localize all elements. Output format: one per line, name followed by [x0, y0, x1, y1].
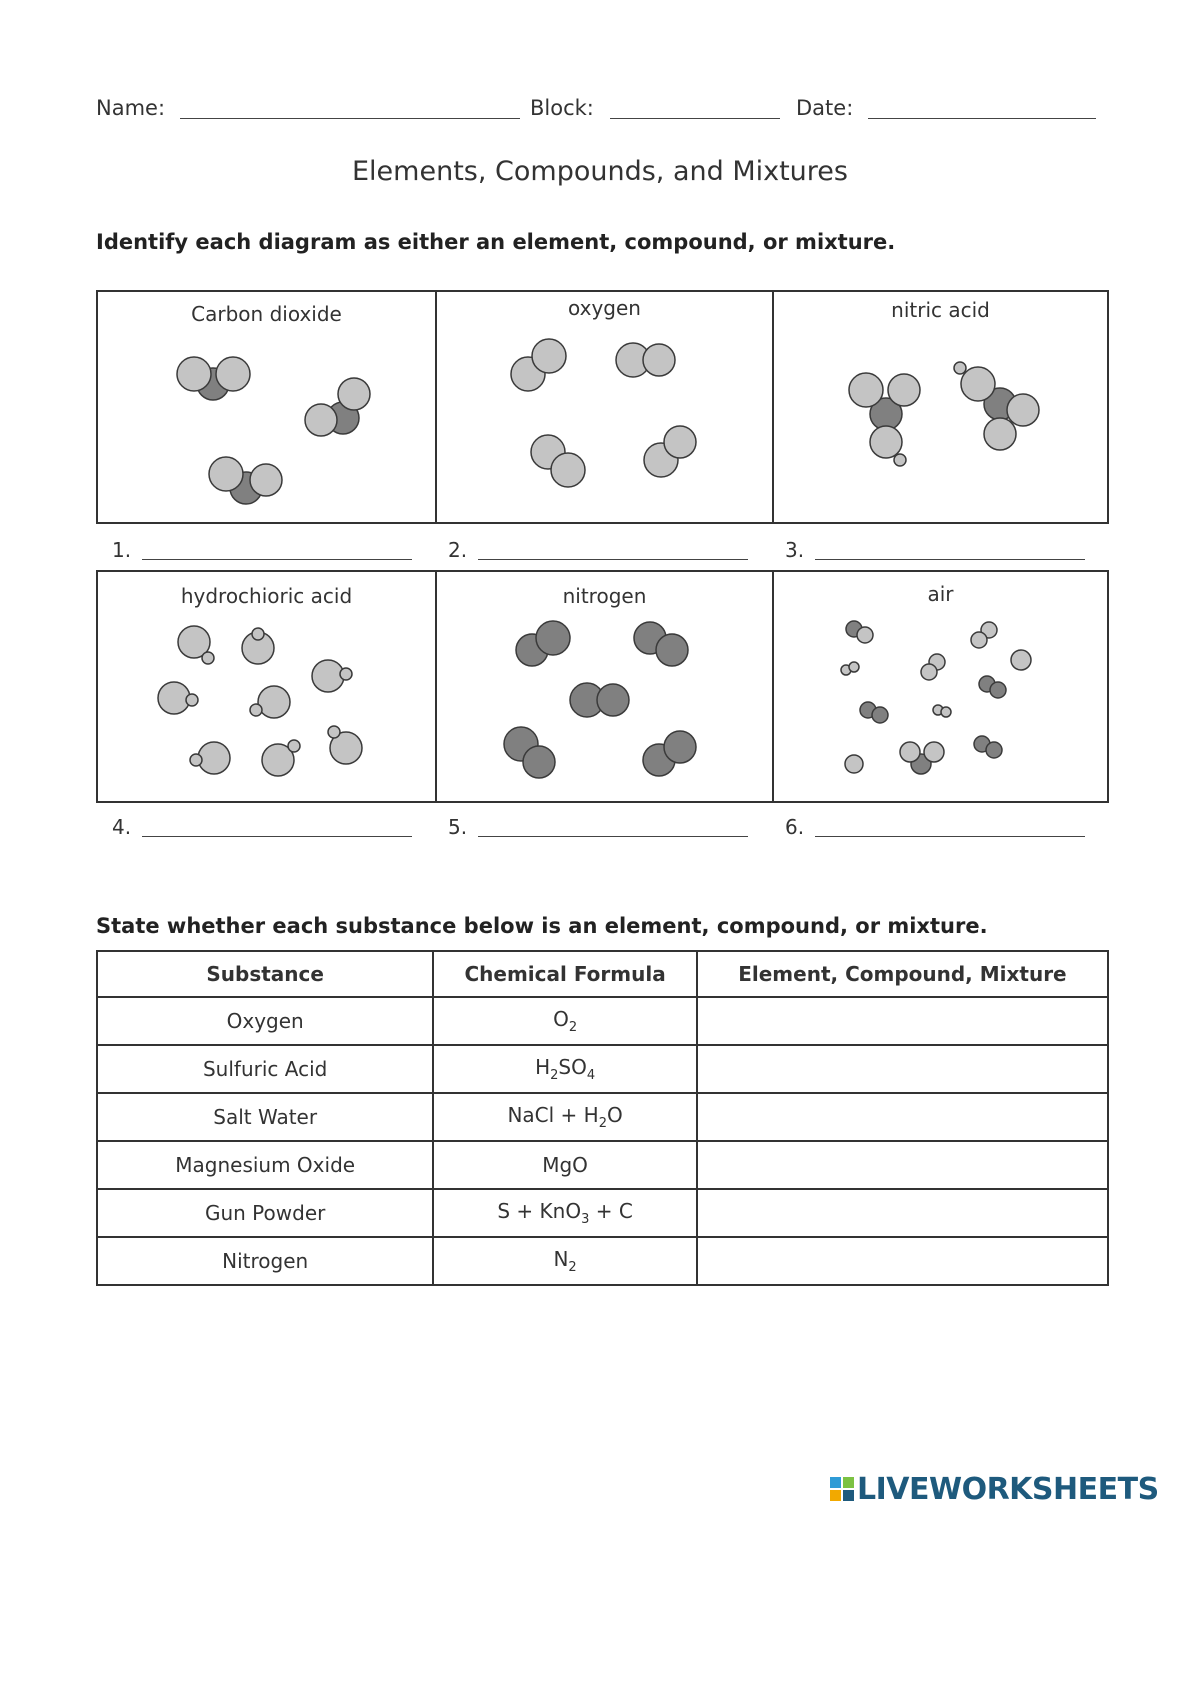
answer-6-blank[interactable] — [815, 836, 1085, 837]
diagram-grid-row-2 — [96, 570, 1109, 803]
column-header-formula: Chemical Formula — [433, 951, 697, 997]
name-label: Name: — [96, 96, 166, 120]
substance-table — [96, 950, 1109, 1286]
table-header-row — [97, 951, 1108, 997]
nitric-acid-diagram — [774, 292, 1109, 522]
substance-cell: Oxygen — [97, 997, 433, 1045]
classification-answer-cell[interactable] — [697, 1237, 1108, 1285]
liveworksheets-logo-icon — [830, 1477, 854, 1501]
answer-2: 2. — [448, 538, 748, 562]
classification-answer-cell[interactable] — [697, 1189, 1108, 1237]
diagram-label: nitrogen — [562, 584, 647, 608]
diagram-cell-2 — [435, 292, 772, 522]
diagram-cell-4 — [98, 572, 435, 801]
logo-text: LIVEWORKSHEETS — [857, 1472, 1159, 1507]
classification-answer-cell[interactable] — [697, 997, 1108, 1045]
worksheet-title: Elements, Compounds, and Mixtures — [352, 156, 848, 187]
diagram-cell-1 — [98, 292, 435, 522]
classification-answer-cell[interactable] — [697, 1141, 1108, 1189]
substance-cell: Magnesium Oxide — [97, 1141, 433, 1189]
answer-1: 1. — [112, 538, 412, 562]
answer-3: 3. — [785, 538, 1085, 562]
column-header-classification: Element, Compound, Mixture — [697, 951, 1108, 997]
diagram-cell-3 — [772, 292, 1107, 522]
block-field[interactable] — [610, 118, 780, 119]
name-field[interactable] — [180, 118, 520, 119]
classification-answer-cell[interactable] — [697, 1045, 1108, 1093]
diagram-label: nitric acid — [891, 298, 990, 322]
table-row — [97, 1141, 1108, 1189]
formula-cell: MgO — [433, 1141, 697, 1189]
carbon-dioxide-diagram — [98, 292, 435, 522]
table-row — [97, 1093, 1108, 1141]
substance-cell: Gun Powder — [97, 1189, 433, 1237]
section2-instruction: State whether each substance below is an element, compound, or mixture. — [96, 914, 988, 938]
diagram-grid-row-1 — [96, 290, 1109, 524]
section1-instruction: Identify each diagram as either an element, compound, or mixture. — [96, 230, 896, 254]
table-row — [97, 1045, 1108, 1093]
formula-cell: $N_2$ — [433, 1237, 697, 1285]
diagram-cell-5 — [435, 572, 772, 801]
date-label: Date: — [796, 96, 854, 120]
block-label: Block: — [530, 96, 594, 120]
diagram-cell-6 — [772, 572, 1107, 801]
table-row — [97, 1189, 1108, 1237]
formula-cell: $H_2SO_4$ — [433, 1045, 697, 1093]
classification-answer-cell[interactable] — [697, 1093, 1108, 1141]
air-diagram — [774, 572, 1109, 802]
table-row — [97, 997, 1108, 1045]
answer-1-blank[interactable] — [142, 559, 412, 560]
diagram-label: hydrochioric acid — [180, 584, 353, 608]
formula-cell: S + KnO$_3$ + C — [433, 1189, 697, 1237]
answer-5: 5. — [448, 815, 748, 839]
hydrochloric-acid-diagram — [98, 572, 435, 802]
formula-cell: $O_2$ — [433, 997, 697, 1045]
table-row — [97, 1237, 1108, 1285]
substance-cell: Nitrogen — [97, 1237, 433, 1285]
substance-cell: Salt Water — [97, 1093, 433, 1141]
answer-4: 4. — [112, 815, 412, 839]
answer-5-blank[interactable] — [478, 836, 748, 837]
answer-4-blank[interactable] — [142, 836, 412, 837]
answer-2-blank[interactable] — [478, 559, 748, 560]
liveworksheets-logo — [830, 1472, 1159, 1507]
column-header-substance: Substance — [97, 951, 433, 997]
oxygen-diagram — [437, 292, 772, 522]
diagram-label: air — [927, 582, 954, 606]
answer-6: 6. — [785, 815, 1085, 839]
diagram-label: oxygen — [568, 296, 641, 320]
nitrogen-diagram — [437, 572, 772, 802]
substance-cell: Sulfuric Acid — [97, 1045, 433, 1093]
date-field[interactable] — [868, 118, 1096, 119]
answer-3-blank[interactable] — [815, 559, 1085, 560]
formula-cell: NaCl + $H_2O$ — [433, 1093, 697, 1141]
diagram-label: Carbon dioxide — [191, 302, 342, 326]
